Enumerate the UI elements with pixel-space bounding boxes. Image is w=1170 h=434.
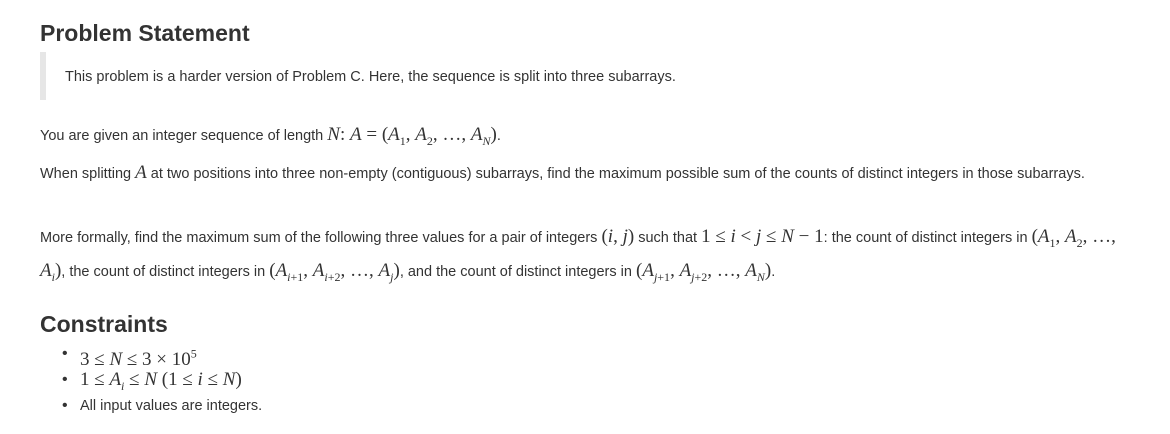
math-subarray-1: ($A_1$, $A_2$, …, $A_i$) (40, 226, 1116, 284)
constraint-item (62, 393, 262, 419)
para1-text-b: . (496, 128, 501, 144)
math-sequence-definition: N: $A = (A_1$, $A_2$, …, $A_N$) (327, 124, 497, 148)
para3-text-c: : the count of distinct integers in (823, 230, 1028, 246)
constraints-heading: Constraints (40, 311, 168, 337)
math-condition: 1 ≤ i < j ≤ N − 1 (701, 226, 824, 247)
problem-statement-heading: Problem Statement (40, 20, 250, 46)
paragraph-sequence (40, 121, 1130, 155)
math-subarray-2: ($A_{i+1}$, $A_{i+2}$, …, $A_j$) (269, 259, 400, 284)
math-subarray-3: ($A_{j+1}$, $A_{j+2}$, …, $A_N$) (636, 259, 772, 284)
constraint-item (62, 367, 262, 393)
note-blockquote (40, 52, 1120, 100)
para2-text-a: When splitting (40, 166, 132, 182)
para3-text-e: , and the count of distinct integers in (399, 263, 632, 280)
para1-text-a: You are given an integer sequence of length (40, 128, 324, 144)
paragraph-splitting (40, 159, 1130, 188)
math-constraint-a: $1 \le A_i \le N$ (1 ≤ i ≤ N) (80, 369, 242, 393)
math-pair: (i, j) (601, 226, 635, 247)
para3-text-a: More formally, find the maximum sum of the following three values for a pair of integers (40, 230, 598, 246)
para3-text-b: such that (638, 230, 698, 246)
math-constraint-n: $3 \le N \le 3 \times 10^5$ (80, 347, 197, 371)
para3-text-f: . (771, 263, 776, 280)
para2-text-b: at two positions into three non-empty (contiguous) subarrays, find the maximum possible sum of the counts of distinct integers in those subarrays. (150, 166, 1085, 182)
math-A: A (135, 162, 147, 183)
note-text: This problem is a harder version of Problem C. Here, the sequence is split into three subarrays. (65, 69, 676, 85)
constraints-list (62, 341, 262, 419)
para3-text-d: , the count of distinct integers in (61, 263, 266, 280)
paragraph-formal (40, 223, 1130, 291)
constraint-integers-text: All input values are integers. (80, 398, 263, 414)
constraint-item (62, 341, 262, 371)
